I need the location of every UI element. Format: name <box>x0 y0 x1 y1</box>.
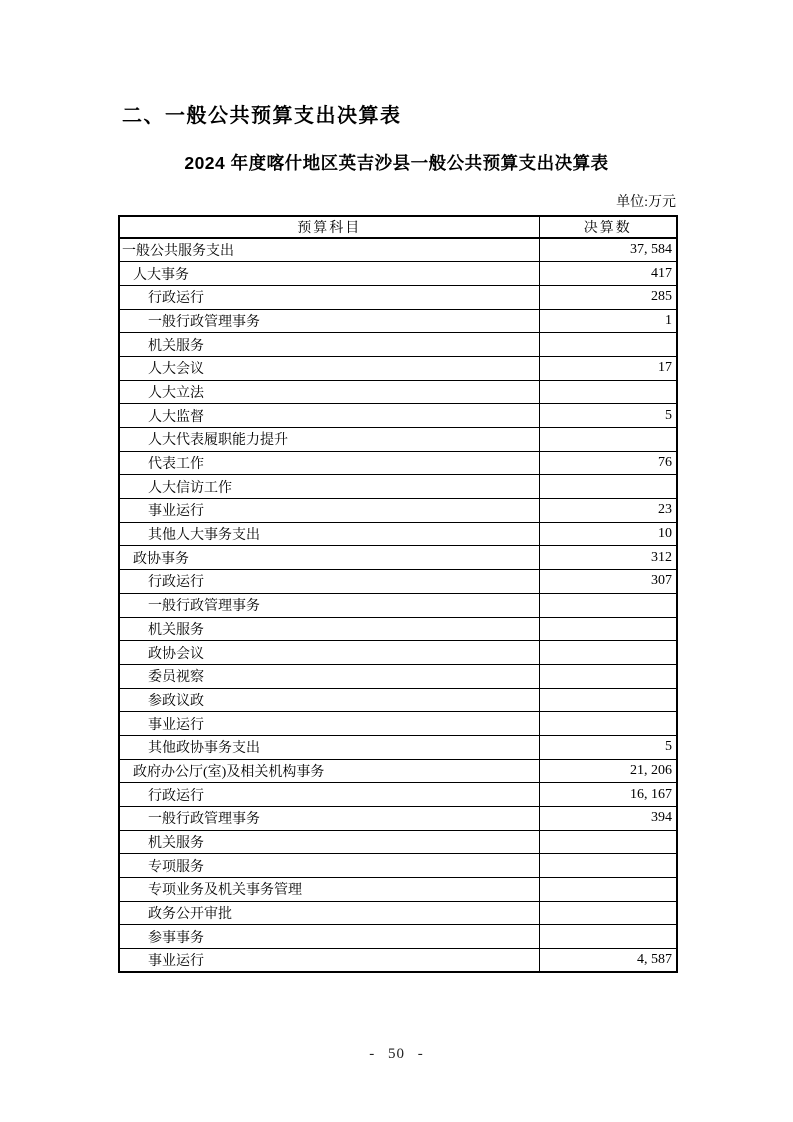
amount-cell: 10 <box>539 522 677 546</box>
amount-cell <box>539 428 677 452</box>
table-row <box>119 593 677 617</box>
table-row <box>119 499 677 523</box>
subject-cell: 政务公开审批 <box>119 901 539 925</box>
column-header-amount: 决算数 <box>539 216 677 238</box>
amount-cell: 312 <box>539 546 677 570</box>
table-row <box>119 356 677 380</box>
subject-cell: 事业运行 <box>119 712 539 736</box>
table-row <box>119 404 677 428</box>
table-row <box>119 712 677 736</box>
subject-cell: 政协事务 <box>119 546 539 570</box>
subject-cell: 事业运行 <box>119 949 539 973</box>
table-row <box>119 451 677 475</box>
table-row <box>119 380 677 404</box>
amount-cell: 17 <box>539 356 677 380</box>
amount-cell: 23 <box>539 499 677 523</box>
subject-cell: 行政运行 <box>119 783 539 807</box>
amount-cell: 285 <box>539 285 677 309</box>
amount-cell: 16, 167 <box>539 783 677 807</box>
subject-cell: 机关服务 <box>119 830 539 854</box>
subject-cell: 机关服务 <box>119 333 539 357</box>
amount-cell <box>539 664 677 688</box>
table-row <box>119 262 677 286</box>
subject-cell: 其他人大事务支出 <box>119 522 539 546</box>
table-row <box>119 475 677 499</box>
amount-cell: 76 <box>539 451 677 475</box>
unit-label: 单位:万元 <box>616 195 676 210</box>
subject-cell: 其他政协事务支出 <box>119 735 539 759</box>
page-number: - 50 - <box>369 1046 424 1062</box>
subject-cell: 人大代表履职能力提升 <box>119 428 539 452</box>
amount-cell <box>539 593 677 617</box>
amount-cell: 5 <box>539 404 677 428</box>
amount-cell <box>539 901 677 925</box>
table-header-row <box>119 216 677 238</box>
table-title: 2024 年度喀什地区英吉沙县一般公共预算支出决算表 <box>184 153 609 173</box>
subject-cell: 专项业务及机关事务管理 <box>119 878 539 902</box>
table-row <box>119 546 677 570</box>
subject-cell: 委员视察 <box>119 664 539 688</box>
amount-cell: 394 <box>539 807 677 831</box>
subject-cell: 人大信访工作 <box>119 475 539 499</box>
amount-cell: 417 <box>539 262 677 286</box>
table-row <box>119 878 677 902</box>
subject-cell: 政协会议 <box>119 641 539 665</box>
amount-cell <box>539 854 677 878</box>
table-row <box>119 830 677 854</box>
amount-cell: 1 <box>539 309 677 333</box>
section-title: 二、一般公共预算支出决算表 <box>122 105 402 127</box>
subject-cell: 人大监督 <box>119 404 539 428</box>
table-row <box>119 807 677 831</box>
table-row <box>119 428 677 452</box>
subject-cell: 一般行政管理事务 <box>119 807 539 831</box>
subject-cell: 行政运行 <box>119 570 539 594</box>
subject-cell: 人大立法 <box>119 380 539 404</box>
amount-cell <box>539 475 677 499</box>
subject-cell: 一般行政管理事务 <box>119 593 539 617</box>
table-row <box>119 688 677 712</box>
subject-cell: 行政运行 <box>119 285 539 309</box>
table-row <box>119 759 677 783</box>
amount-cell: 5 <box>539 735 677 759</box>
subject-cell: 一般公共服务支出 <box>119 238 539 262</box>
amount-cell <box>539 617 677 641</box>
amount-cell <box>539 688 677 712</box>
amount-cell <box>539 333 677 357</box>
amount-cell <box>539 830 677 854</box>
amount-cell <box>539 925 677 949</box>
table-row <box>119 664 677 688</box>
table-row <box>119 522 677 546</box>
column-header-subject: 预算科目 <box>119 216 539 238</box>
subject-cell: 参政议政 <box>119 688 539 712</box>
table-row <box>119 333 677 357</box>
table-row <box>119 925 677 949</box>
amount-cell <box>539 712 677 736</box>
amount-cell <box>539 641 677 665</box>
table-row <box>119 570 677 594</box>
amount-cell <box>539 878 677 902</box>
table-row <box>119 783 677 807</box>
subject-cell: 一般行政管理事务 <box>119 309 539 333</box>
subject-cell: 专项服务 <box>119 854 539 878</box>
budget-table <box>118 215 678 973</box>
subject-cell: 代表工作 <box>119 451 539 475</box>
table-row <box>119 735 677 759</box>
table-row <box>119 854 677 878</box>
table-row <box>119 949 677 973</box>
subject-cell: 机关服务 <box>119 617 539 641</box>
subject-cell: 事业运行 <box>119 499 539 523</box>
amount-cell: 37, 584 <box>539 238 677 262</box>
table-row <box>119 641 677 665</box>
subject-cell: 人大会议 <box>119 356 539 380</box>
subject-cell: 参事事务 <box>119 925 539 949</box>
amount-cell: 4, 587 <box>539 949 677 973</box>
table-row <box>119 617 677 641</box>
amount-cell <box>539 380 677 404</box>
amount-cell: 307 <box>539 570 677 594</box>
subject-cell: 人大事务 <box>119 262 539 286</box>
amount-cell: 21, 206 <box>539 759 677 783</box>
table-row <box>119 238 677 262</box>
subject-cell: 政府办公厅(室)及相关机构事务 <box>119 759 539 783</box>
table-row <box>119 901 677 925</box>
table-row <box>119 285 677 309</box>
table-row <box>119 309 677 333</box>
